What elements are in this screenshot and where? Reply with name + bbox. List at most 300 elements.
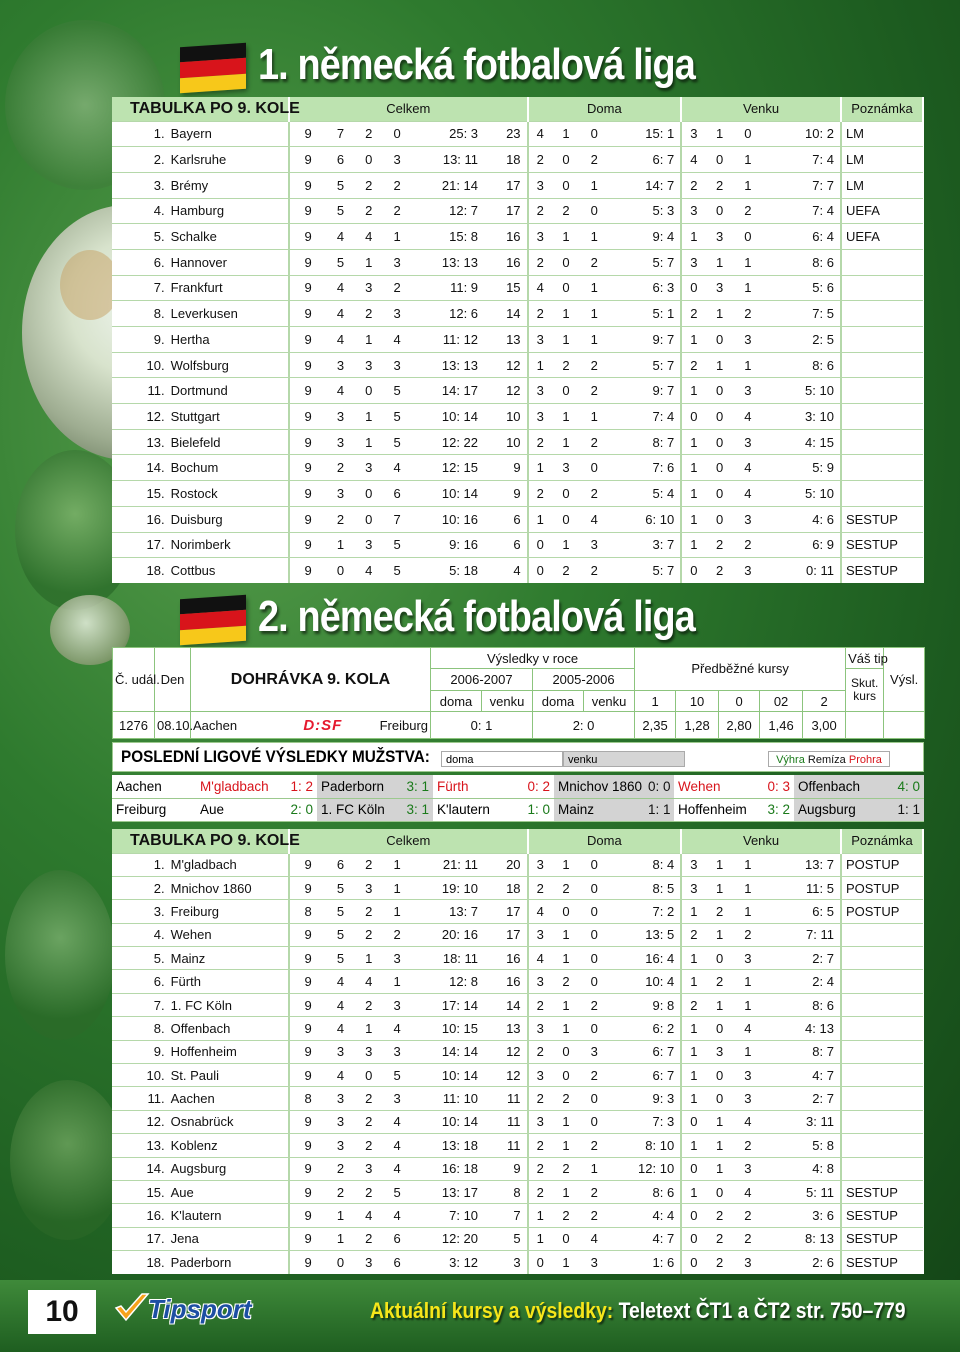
home-losses: 0 [590,126,598,142]
away-losses: 4 [744,460,752,476]
home-score: 9: 7 [652,331,675,347]
points: 9 [513,1161,521,1177]
home-draws: 1 [562,997,570,1013]
away-wins: 3 [681,853,705,876]
table-row [112,429,923,455]
losses: 5 [393,563,401,579]
played: 9 [289,923,326,946]
away-losses: 0 [744,229,752,245]
home-losses: 2 [590,563,598,579]
played: 9 [289,970,326,993]
played: 8 [289,900,326,923]
away-losses: 2 [744,306,752,322]
wins: 3 [336,1091,345,1107]
losses: 5 [393,537,401,553]
away-draws: 2 [716,1231,724,1247]
rank: 6. [153,254,165,270]
away-score: 8: 6 [812,997,834,1013]
played: 9 [289,993,326,1016]
header-odds: Předběžné kursy [635,648,846,691]
draws: 3 [365,1161,373,1177]
home-score: 8: 5 [652,880,675,896]
draws: 2 [365,1137,373,1153]
draws: 3 [365,1044,373,1060]
points: 17 [506,927,521,943]
your-tip-cell[interactable] [846,712,884,739]
wins: 2 [336,1184,345,1200]
away-losses: 3 [744,511,752,527]
away-score: 2: 7 [812,1091,834,1107]
losses: 4 [393,331,401,347]
draws: 2 [365,997,373,1013]
away-score: 8: 13 [805,1231,834,1247]
note [841,1134,923,1157]
home-wins: 3 [528,172,552,198]
rank: 9. [153,1044,165,1060]
table-row [112,121,923,147]
points: 12 [506,357,521,373]
team-name: Brémy [170,177,209,193]
team-name: Wolfsburg [170,357,229,373]
away-wins: 3 [681,249,705,275]
table-row [112,1180,923,1203]
away-score: 4: 6 [812,511,834,527]
score: 10: 14 [441,485,479,501]
home-draws: 2 [562,1208,570,1224]
played: 9 [289,275,326,301]
points: 5 [513,1231,521,1247]
wins: 5 [336,927,345,943]
odd-10: 1,28 [676,712,719,739]
home-draws: 2 [562,1091,570,1107]
score: 5: 18 [449,563,479,579]
home-draws: 1 [562,306,570,322]
points: 23 [506,126,521,142]
draws: 4 [365,563,373,579]
note: SESTUP [841,1227,923,1250]
opponent-name: K'lautern [433,798,513,821]
home-score: 7: 3 [652,1114,675,1130]
header-celkem: Celkem [289,829,528,853]
home-wins: 2 [528,1180,552,1203]
odds-header-10: 10 [676,690,719,711]
home-score: 9: 7 [652,383,675,399]
home-score: 5: 3 [652,203,675,219]
football-patch [60,250,120,320]
away-wins: 1 [681,378,705,404]
team-name: Mainz [170,950,206,966]
points: 17 [506,903,521,919]
legend-away: venku [563,751,685,767]
rank: 7. [153,997,165,1013]
team-name: Karlsruhe [170,152,227,168]
losses: 7 [393,511,401,527]
away-score: 7: 4 [812,152,834,168]
score: 11: 9 [450,280,479,296]
match-score: 1: 2 [274,775,317,798]
away-score: 6: 5 [812,903,834,919]
home-draws: 1 [562,927,570,943]
away-draws: 1 [716,357,724,373]
home-wins: 3 [528,970,552,993]
away-wins: 1 [681,970,705,993]
tipsport-check-icon [112,1290,152,1330]
away-draws: 3 [716,280,724,296]
result-cell [884,712,925,739]
losses: 1 [393,903,401,919]
header-real-odds: Skut. kurs [846,669,884,712]
away-losses: 0 [744,126,752,142]
wins: 4 [336,280,345,296]
wins: 3 [336,357,345,373]
header-venku: Venku [681,829,841,853]
score: 13: 17 [441,1184,479,1200]
team-name: Bayern [170,126,212,142]
table-row [112,1157,923,1180]
table-row [112,327,923,353]
home-score: 9: 4 [652,229,675,245]
away-score: 5: 10 [805,485,834,501]
score: 16: 18 [441,1161,479,1177]
german-flag-icon [180,43,246,94]
home-wins: 2 [528,429,552,455]
away-losses: 3 [744,383,752,399]
footer-text [370,1298,906,1324]
score: 11: 12 [442,331,479,347]
away-wins: 2 [681,993,705,1016]
away-wins: 3 [681,121,705,147]
away-score: 7: 5 [812,306,834,322]
home-score: 5: 7 [652,357,675,373]
draws: 3 [365,1255,373,1271]
losses: 3 [393,997,401,1013]
home-wins: 2 [528,993,552,1016]
home-losses: 0 [590,927,598,943]
rank: 16. [146,511,165,527]
home-draws: 0 [562,511,570,527]
home-score: 6: 3 [652,280,675,296]
team-name: Hamburg [170,203,225,219]
table-label: TABULKA PO 9. KOLE [112,97,289,121]
rank: 3. [153,177,165,193]
away-wins: 0 [681,1110,705,1133]
team-name: Bielefeld [170,434,221,450]
wins: 0 [336,563,345,579]
odds-header-02: 02 [760,690,803,711]
away-wins: 0 [681,275,705,301]
home-losses: 4 [590,1231,598,1247]
score: 15: 8 [449,229,479,245]
draws: 3 [365,537,373,553]
table-row [112,1227,923,1250]
home-score: 14: 7 [645,177,675,193]
away-score: 7: 11 [806,927,834,943]
table-row [112,993,923,1016]
away-losses: 3 [744,1067,752,1083]
last-results-row [112,775,924,798]
home-losses: 0 [590,1020,598,1036]
home-losses: 2 [590,1208,598,1224]
score: 13: 13 [441,357,479,373]
played: 9 [289,1157,326,1180]
table-header-row [112,829,923,853]
wins: 2 [336,511,345,527]
score: 9: 16 [449,537,479,553]
score: 12: 15 [441,460,479,476]
played: 9 [289,1017,326,1040]
score: 21: 14 [441,177,479,193]
league2-title: 2. německá fotbalová liga [258,592,695,641]
opponent-name: Mainz [554,798,644,821]
wins: 5 [336,880,345,896]
score: 3: 12 [449,1255,479,1271]
away-wins: 3 [681,198,705,224]
footer-text-white: Teletext ČT1 a ČT2 str. 750–779 [618,1298,906,1323]
table-row [112,404,923,430]
home-wins: 3 [528,1017,552,1040]
points: 6 [513,511,521,527]
away-draws: 1 [716,1137,724,1153]
home-wins: 0 [528,532,552,558]
note: POSTUP [841,853,923,876]
note [841,378,923,404]
note: SESTUP [841,1180,923,1203]
home-losses: 2 [590,254,598,270]
home-wins: 3 [528,853,552,876]
home-losses: 3 [590,537,598,553]
home-wins: 1 [528,352,552,378]
header-poznamka: Poznámka [841,829,923,853]
home-losses: 0 [590,203,598,219]
points: 12 [506,1067,521,1083]
result-season-1: 0: 1 [431,712,533,739]
opponent-name: Fürth [433,775,513,798]
home-score: 3: 7 [652,537,675,553]
home-draws: 1 [562,408,570,424]
played: 9 [289,1204,326,1227]
played: 9 [289,172,326,198]
opponent-name: Hoffenheim [674,798,754,821]
home-draws: 0 [562,177,570,193]
wins: 4 [336,306,345,322]
wins: 2 [336,460,345,476]
home-draws: 1 [562,1184,570,1200]
rank: 16. [146,1208,165,1224]
rank: 10. [146,1067,165,1083]
away-wins: 1 [681,1087,705,1110]
away-wins: 1 [681,481,705,507]
away-score: 4: 15 [805,434,834,450]
rank: 4. [153,203,165,219]
away-score: 7: 4 [812,203,834,219]
away-wins: 1 [681,429,705,455]
home-wins: 4 [528,900,552,923]
table-row [112,1251,923,1274]
played: 9 [289,249,326,275]
player-photo [5,870,115,1040]
header-event-number: Č. udál. [113,648,155,712]
home-losses: 0 [590,950,598,966]
wins: 4 [336,331,345,347]
opponent-name: Paderborn [317,775,397,798]
score: 14: 17 [441,383,479,399]
rank: 18. [146,1255,165,1271]
header-venku: Venku [681,97,841,121]
home-score: 5: 1 [652,306,675,322]
points: 11 [507,1091,521,1107]
draws: 1 [365,331,373,347]
played: 9 [289,1180,326,1203]
losses: 5 [393,1184,401,1200]
header-doma: Doma [528,829,682,853]
losses: 3 [393,254,401,270]
away-losses: 1 [744,254,752,270]
losses: 6 [393,1255,401,1271]
away-draws: 1 [716,857,724,873]
away-draws: 2 [716,974,724,990]
note [841,275,923,301]
table-row [112,249,923,275]
played: 9 [289,558,326,584]
note: SESTUP [841,1204,923,1227]
legend-draw: Remíza [807,754,846,766]
away-losses: 3 [744,434,752,450]
away-draws: 3 [716,229,724,245]
points: 15 [506,280,521,296]
away-draws: 1 [716,126,724,142]
rank: 15. [146,485,165,501]
draws: 0 [365,485,373,501]
draws: 1 [365,408,373,424]
team-name: Frankfurt [170,280,223,296]
team-name: Koblenz [170,1137,218,1153]
home-draws: 1 [562,537,570,553]
team-name: Aue [170,1184,194,1200]
home-wins: 2 [528,147,552,173]
team-name: Aachen [112,775,196,798]
rank: 17. [146,1231,165,1247]
home-losses: 2 [590,485,598,501]
home-draws: 0 [562,280,570,296]
header-dohravka: DOHRÁVKA 9. KOLA [191,648,431,712]
match-score: 0: 0 [644,775,674,798]
table-row [112,455,923,481]
german-flag-icon [180,595,246,646]
away-score: 6: 4 [812,229,834,245]
rank: 13. [146,434,165,450]
home-draws: 1 [562,229,570,245]
away-wins: 1 [681,224,705,250]
played: 8 [289,1087,326,1110]
played: 9 [289,429,326,455]
rank: 12. [146,408,165,424]
home-losses: 0 [590,974,598,990]
home-score: 7: 4 [652,408,675,424]
away-draws: 0 [716,408,724,424]
away-wins: 1 [681,1040,705,1063]
note [841,947,923,970]
team-name: Hannover [170,254,227,270]
away-wins: 0 [681,1227,705,1250]
score: 12: 8 [449,974,479,990]
away-draws: 2 [716,1255,724,1271]
rank: 14. [146,1161,165,1177]
draws: 3 [365,880,373,896]
home-score: 6: 7 [652,1067,675,1083]
away-draws: 1 [716,1161,724,1177]
home-losses: 0 [590,857,598,873]
table-row [112,1040,923,1063]
home-losses: 0 [590,1114,598,1130]
away-score: 3: 10 [805,408,834,424]
match-table [112,647,925,739]
points: 18 [506,152,521,168]
league1-title: 1. německá fotbalová liga [258,40,695,89]
away-draws: 2 [716,1208,724,1224]
last-results-row [112,798,924,821]
table-label: TABULKA PO 9. KOLE [112,829,289,853]
home-losses: 0 [590,1091,598,1107]
note: UEFA [841,224,923,250]
away-draws: 1 [716,1114,724,1130]
losses: 5 [393,383,401,399]
home-draws: 1 [562,950,570,966]
away-losses: 1 [744,280,752,296]
match-score: 1: 1 [874,798,924,821]
note: LM [841,172,923,198]
away-losses: 1 [744,177,752,193]
away-losses: 1 [744,357,752,373]
wins: 5 [336,203,345,219]
home-wins: 3 [528,224,552,250]
away-score: 10: 2 [805,126,834,142]
losses: 4 [393,1137,401,1153]
away-losses: 4 [744,485,752,501]
team-name: Hoffenheim [170,1044,237,1060]
team-name: Aachen [170,1091,215,1107]
score: 20: 16 [441,927,479,943]
home-draws: 0 [562,254,570,270]
home-losses: 0 [590,903,598,919]
table-row [112,853,923,876]
away-wins: 1 [681,1134,705,1157]
played: 9 [289,947,326,970]
opponent-name: Wehen [674,775,754,798]
match-score: 2: 0 [274,798,317,821]
home-losses: 1 [590,331,598,347]
away-wins: 1 [681,900,705,923]
draws: 0 [365,152,373,168]
home-draws: 1 [562,1020,570,1036]
home-draws: 0 [562,485,570,501]
team-name: K'lautern [170,1208,222,1224]
rank: 7. [153,280,165,296]
last-results-label: POSLEDNÍ LIGOVÉ VÝSLEDKY MUŽSTVA: [121,747,430,766]
away-draws: 0 [716,1020,724,1036]
home-losses: 4 [590,511,598,527]
away-losses: 3 [744,1255,752,1271]
home-score: 6: 10 [645,511,675,527]
odd-2: 3,00 [803,712,846,739]
away-losses: 1 [744,974,752,990]
score: 12: 20 [441,1231,479,1247]
home-losses: 1 [590,408,598,424]
draws: 2 [365,927,373,943]
losses: 3 [393,950,401,966]
wins: 4 [336,997,345,1013]
note [841,1017,923,1040]
away-score: 4: 8 [812,1161,834,1177]
